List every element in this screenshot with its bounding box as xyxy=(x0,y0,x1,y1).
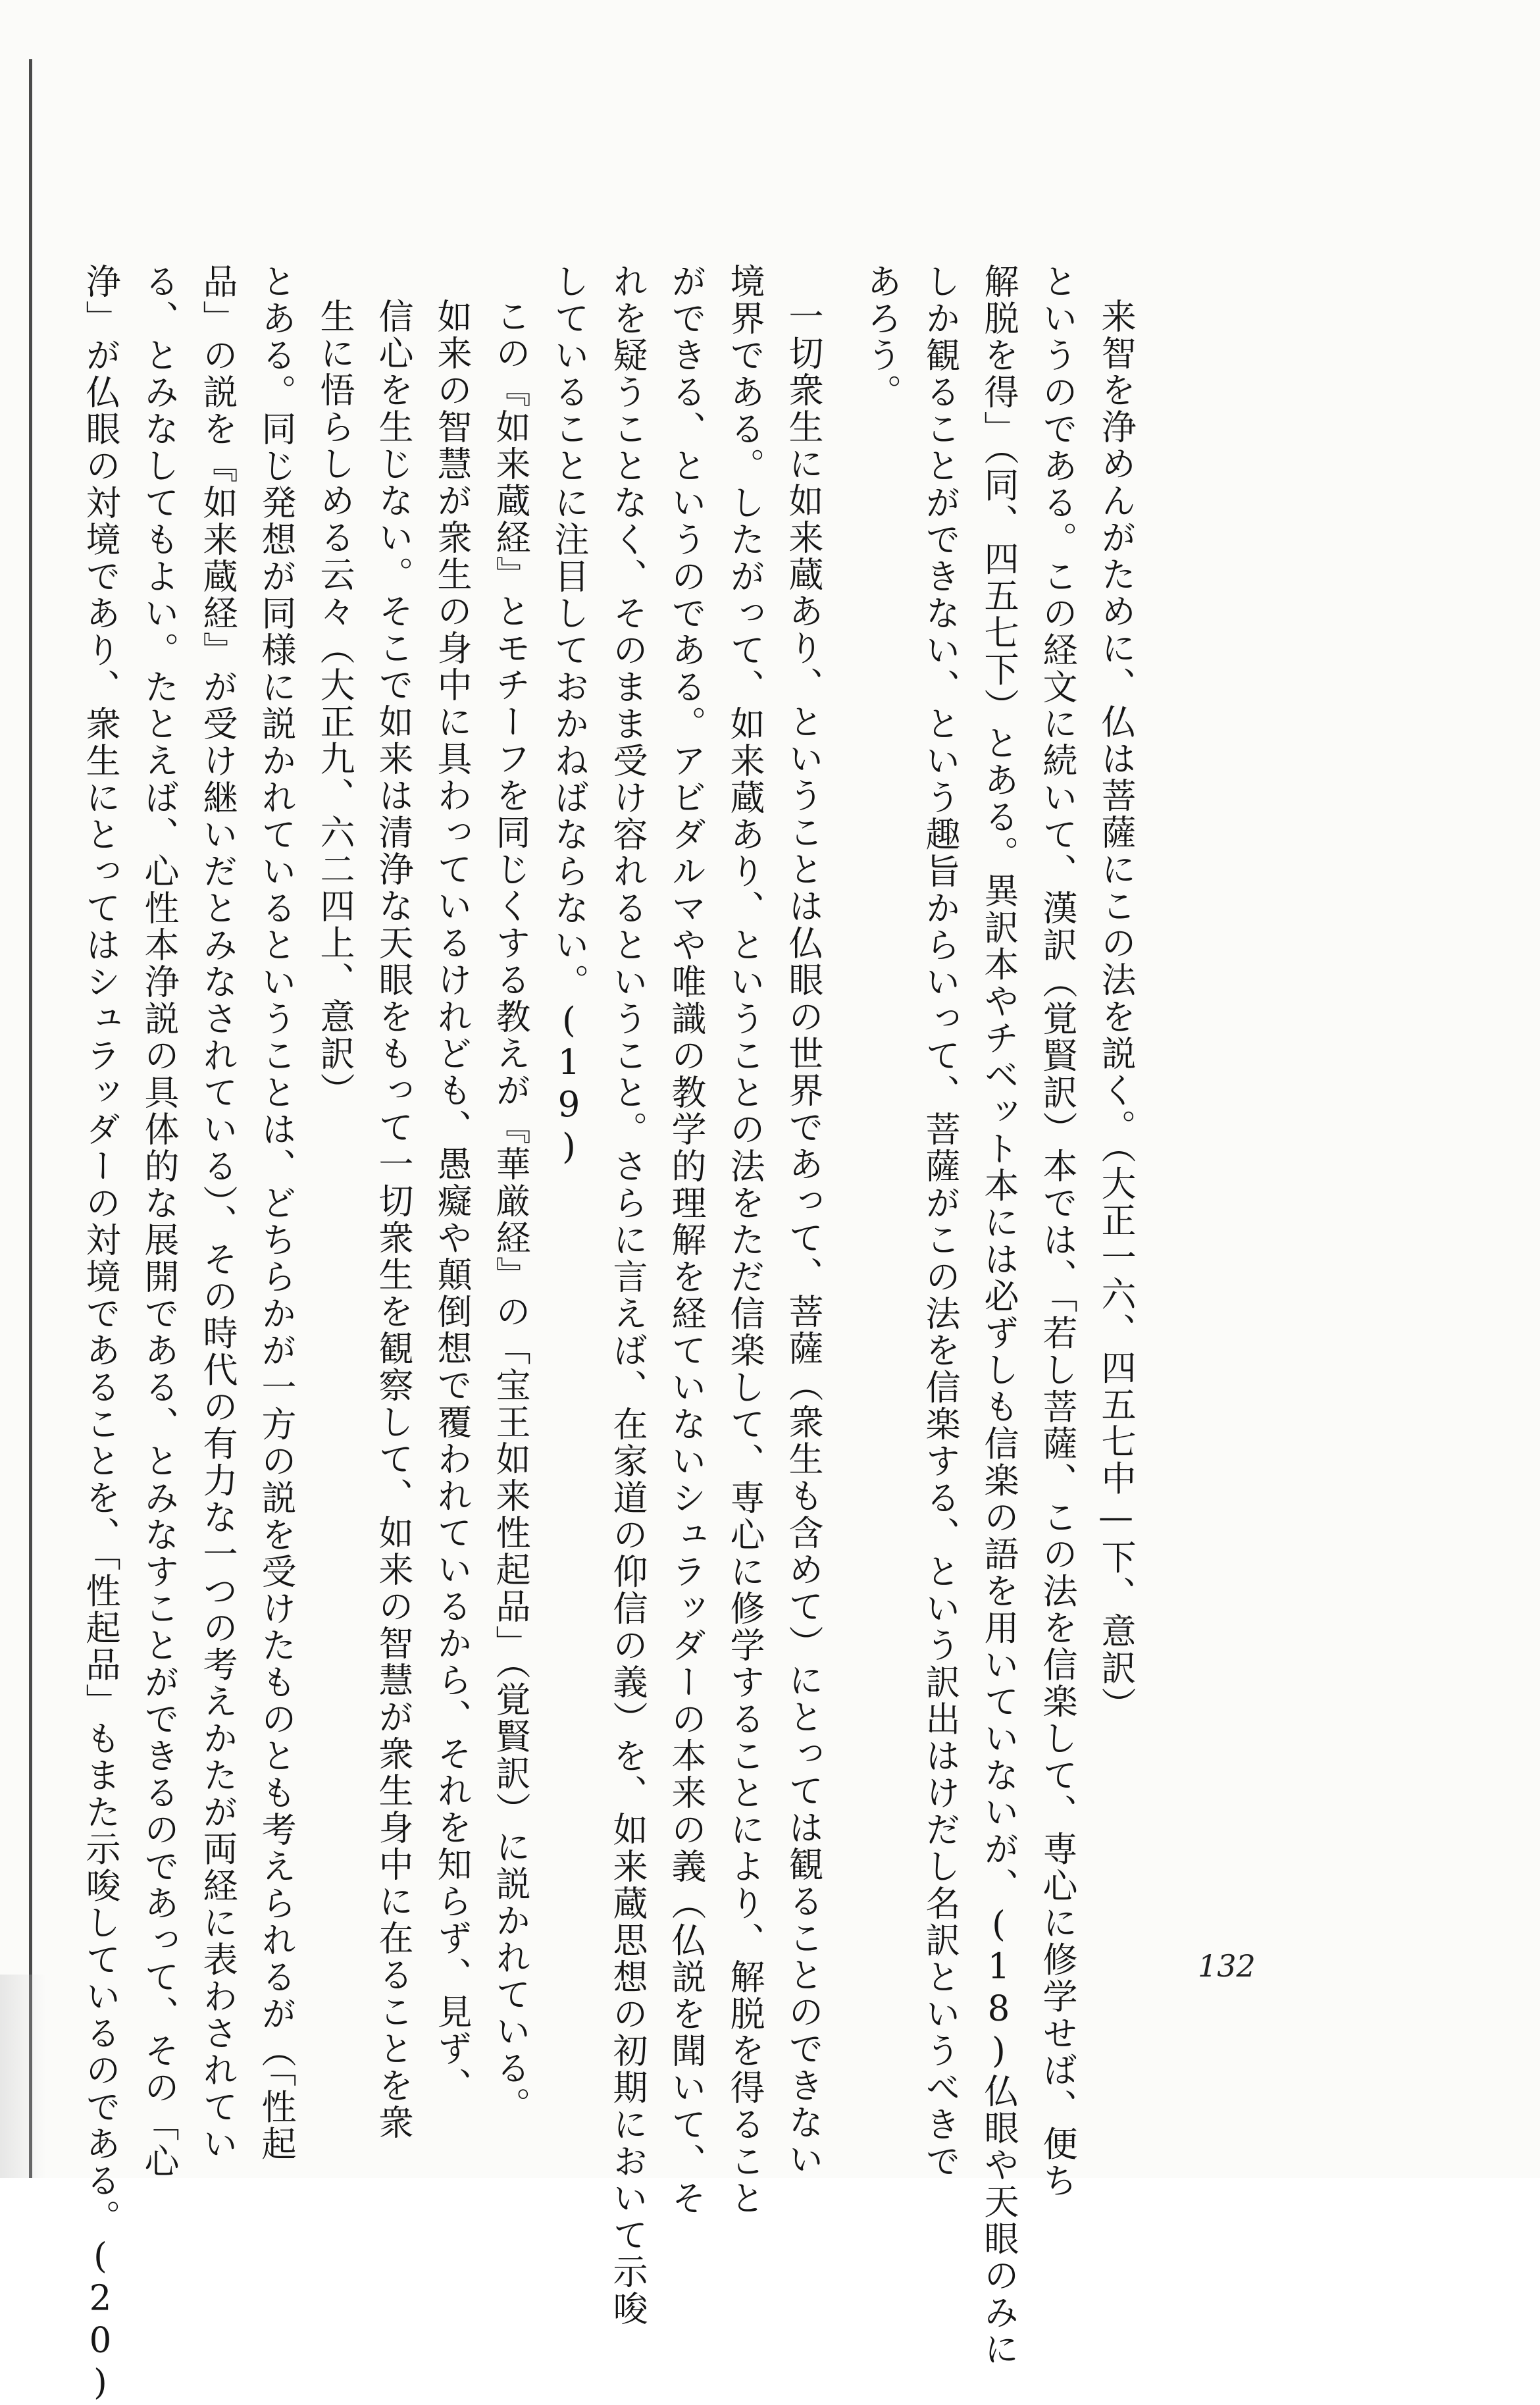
page-number: 132 xyxy=(1198,1948,1256,1984)
vertical-text-block xyxy=(80,263,1145,2405)
text-column: 浄」が仏眼の対境であり、衆生にとってはシュラッダーの対境であることを、「性起品」もまた示唆しているのである。(20) xyxy=(80,263,120,2405)
text-column: この『如来蔵経』とモチーフを同じくする教えが『華厳経』の「宝王如来性起品」（覚賢訳）に説かれている。 xyxy=(490,298,530,2124)
text-column: しか観ることができない、という趣旨からいって、菩薩がこの法を信楽する、という訳出はけだし名訳というべきで xyxy=(920,263,960,2180)
text-column: 一切衆生に如来蔵あり、ということは仏眼の世界であって、菩薩（衆生も含めて）にとっては観ることのできない xyxy=(783,298,823,2178)
text-column: 生に悟らしめる云々（大正九、六二四上、意訳） xyxy=(315,298,355,1109)
text-column: 来智を浄めんがために、仏は菩薩にこの法を説く。（大正一六、四五七中—下、意訳） xyxy=(1096,298,1136,1724)
text-column: 品」の説を『如来蔵経』が受け継いだとみなされている）、その時代の有力な一つの考えかたが両経に表わされてい xyxy=(197,263,238,2163)
text-column: 境界である。したがって、如来蔵あり、ということの法をただ信楽して、専心に修学することにより、解脱を得ること xyxy=(725,263,765,2217)
text-column: というのである。この経文に続いて、漢訳（覚賢訳）本では、「若し菩薩、この法を信楽して、専心に修学せば、便ち xyxy=(1037,263,1077,2200)
paragraph-gap xyxy=(833,263,852,1876)
text-column: していることに注目しておかねばならない。(19) xyxy=(549,263,589,1169)
text-column: れを疑うことなく、そのまま受け容れるということ。さらに言えば、在家道の仰信の義）を、如来蔵思想の初期において示唆 xyxy=(607,263,648,2327)
text-column: ができる、というのである。アビダルマや唯識の教学的理解を経ていないシュラッダーの本来の義（仏説を聞いて、そ xyxy=(666,263,706,2217)
text-column: 解脱を得」（同、四五七下）とある。異訳本やチベット本には必ずしも信楽の語を用いていないが、(18)仏眼や天眼のみに xyxy=(979,263,1019,2368)
text-column: とある。同じ発想が同様に説かれているということは、どちらかが一方の説を受けたものとも考えられるが（「性起 xyxy=(256,263,296,2163)
binding-shadow xyxy=(0,1975,46,2178)
text-column: 如来の智慧が衆生の身中に具わっているけれども、愚癡や顛倒想で覆われているから、それを知らず、見ず、 xyxy=(432,298,472,2104)
text-column: 信心を生じない。そこで如来は清浄な天眼をもって一切衆生を観察して、如来の智慧が衆生身中に在ることを衆 xyxy=(373,298,413,2141)
page-binding-edge xyxy=(29,59,32,2178)
text-column: る、とみなしてもよい。たとえば、心性本浄説の具体的な展開である、とみなすことができるのであって、その「心 xyxy=(139,263,179,2180)
text-column: あろう。 xyxy=(861,263,902,411)
